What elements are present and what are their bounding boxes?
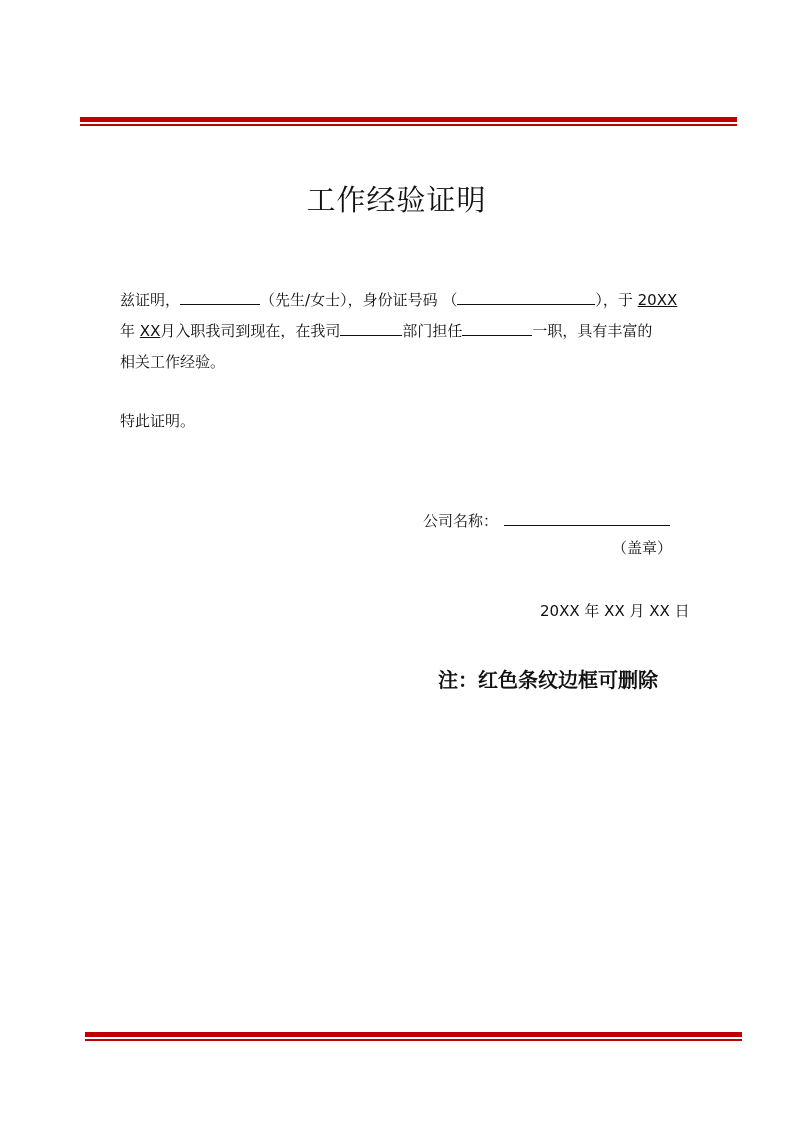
position-blank[interactable] (462, 317, 532, 336)
seal-note: （盖章） (612, 539, 673, 557)
closing-statement: 特此证明。 (120, 412, 196, 430)
bottom-border-thin-line (85, 1039, 742, 1041)
issue-date: 20XX 年 XX 月 XX 日 (540, 602, 690, 620)
company-name-row (423, 507, 670, 531)
company-name-label: 公司名称： (423, 512, 499, 530)
body-text-segment: 月入职我司到现在，在我司 (160, 322, 341, 340)
document-title: 工作经验证明 (306, 183, 487, 217)
body-line-3: 相关工作经验。 (120, 353, 226, 371)
body-line-2 (120, 316, 673, 347)
body-text-segment: 兹证明， (120, 291, 181, 309)
company-name-blank[interactable] (504, 507, 670, 526)
body-text-segment: （先生/女士），身份证号码 （ (260, 291, 458, 309)
name-blank[interactable] (180, 286, 260, 305)
start-year: 20XX (637, 291, 678, 309)
bottom-border-thick-line (85, 1032, 742, 1037)
top-border-thick-line (80, 117, 737, 122)
top-border-thin-line (80, 124, 737, 126)
bottom-red-border (85, 1032, 742, 1041)
body-text-segment: 年 (120, 322, 136, 340)
top-red-border (80, 117, 737, 126)
id-number-blank[interactable] (457, 286, 595, 305)
body-text-segment: 一职，具有丰富的 (532, 322, 653, 340)
start-month: XX (139, 322, 161, 340)
body-text-segment: 部门担任 (402, 322, 463, 340)
body-line-1 (120, 285, 678, 316)
body-text-segment: ），于 (595, 291, 633, 309)
certificate-body (120, 285, 678, 378)
department-blank[interactable] (340, 317, 402, 336)
border-removal-note: 注：红色条纹边框可删除 (438, 668, 658, 692)
